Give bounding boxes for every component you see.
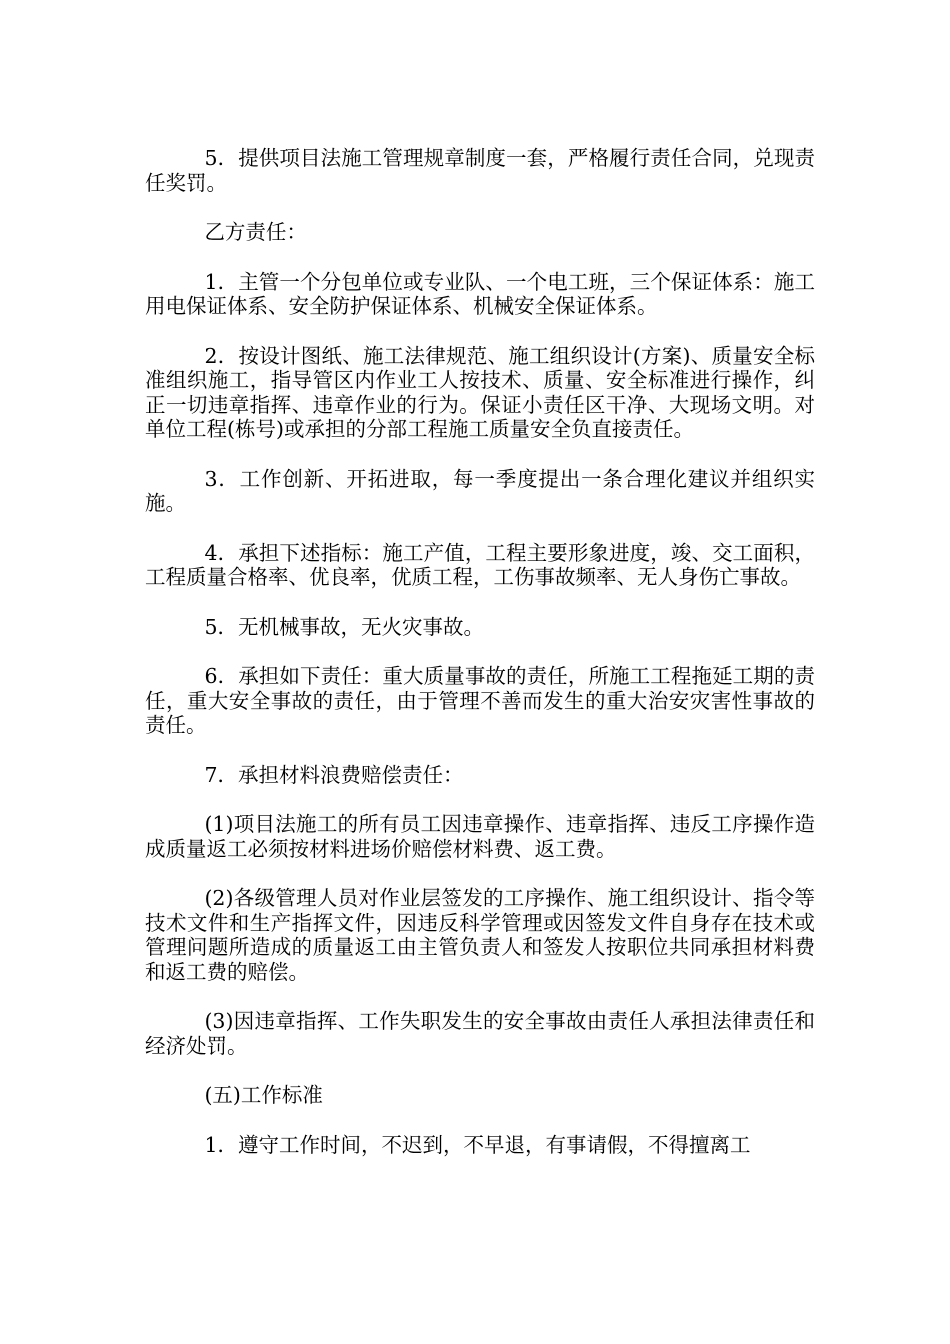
paragraph-party-b-item-6: 6．承担如下责任：重大质量事故的责任，所施工工程拖延工期的责任，重大安全事故的责任，由于管理不善而发生的重大治安灾害性事故的责任。 [145,664,815,737]
paragraph-subitem-2: (2)各级管理人员对作业层签发的工序操作、施工组织设计、指令等技术文件和生产指挥文件，因违反科学管理或因签发文件自身存在技术或管理问题所造成的质量返工由主管负责人和签发人按职位共同承担材料费和返工费的赔偿。 [145,886,815,984]
paragraph-party-b-item-2: 2．按设计图纸、施工法律规范、施工组织设计(方案)、质量安全标准组织施工，指导管区内作业工人按技术、质量、安全标准进行操作，纠正一切违章指挥、违章作业的行为。保证小责任区干净、大现场文明。对单位工程(栋号)或承担的分部工程施工质量安全负直接责任。 [145,343,815,441]
paragraph-subitem-3: (3)因违章指挥、工作失职发生的安全事故由责任人承担法律责任和经济处罚。 [145,1009,815,1058]
paragraph-party-b-item-3: 3．工作创新、开拓进取，每一季度提出一条合理化建议并组织实施。 [145,466,815,515]
paragraph-work-standard-1: 1．遵守工作时间，不迟到，不早退，有事请假，不得擅离工 [204,1132,751,1157]
paragraph-subitem-1: (1)项目法施工的所有员工因违章操作、违章指挥、违反工序操作造成质量返工必须按材料进场价赔偿材料费、返工费。 [145,812,815,861]
paragraph-party-b-heading: 乙方责任： [204,220,307,244]
paragraph-party-b-item-4: 4．承担下述指标：施工产值，工程主要形象进度，竣、交工面积，工程质量合格率、优良率，优质工程，工伤事故频率、无人身伤亡事故。 [145,540,815,589]
document-body [145,146,815,1182]
paragraph-party-b-item-7: 7．承担材料浪费赔偿责任： [204,762,464,787]
paragraph-party-a-item-5: 5．提供项目法施工管理规章制度一套，严格履行责任合同，兑现责任奖罚。 [145,146,815,195]
paragraph-party-b-item-5: 5．无机械事故，无火灾事故。 [204,614,484,639]
section-heading-work-standards: (五)工作标准 [204,1083,323,1107]
paragraph-party-b-item-1: 1．主管一个分包单位或专业队、一个电工班，三个保证体系：施工用电保证体系、安全防护保证体系、机械安全保证体系。 [145,269,815,318]
